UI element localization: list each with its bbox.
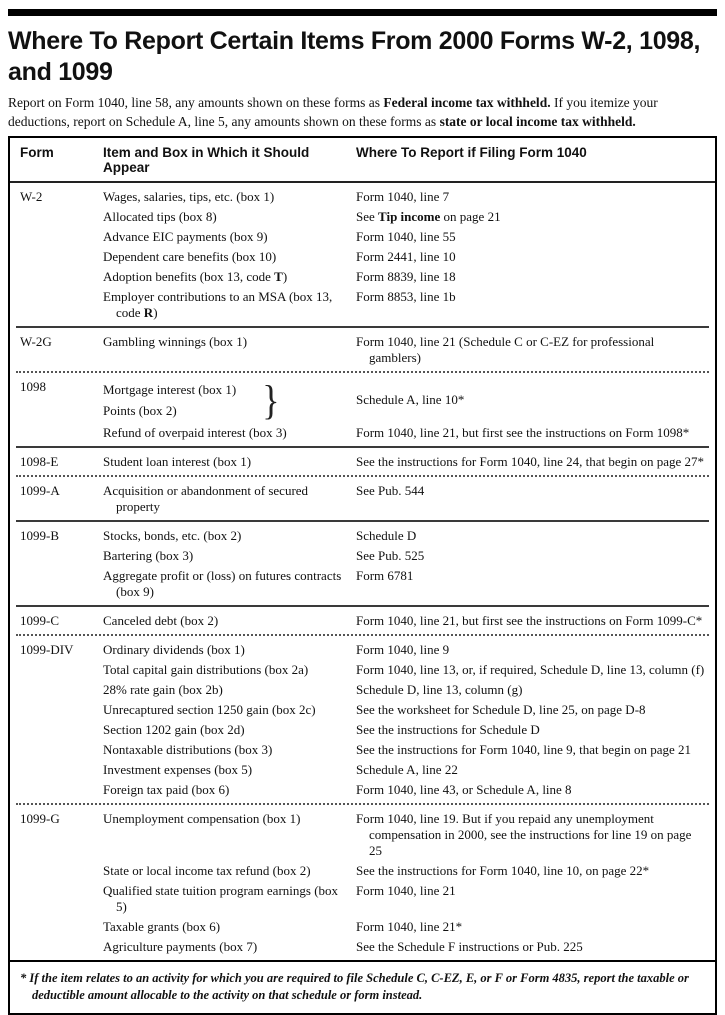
item-text: Allocated tips (box 8) (103, 209, 217, 225)
item-cell (103, 289, 356, 321)
table-row (20, 528, 705, 544)
table-body (10, 183, 715, 960)
item-text: Points (box 2) (103, 403, 177, 419)
where-text: Form 1040, line 19. But if you repaid any unemployment compensation in 2000, see the instructions for line 19 on page 25 (356, 811, 692, 859)
where-cell (356, 379, 705, 421)
where-text: Schedule D (356, 528, 417, 544)
column-header-item: Item and Box in Which it Should Appear (103, 145, 310, 176)
item-cell (103, 939, 356, 955)
where-text: Form 1040, line 21 (Schedule C or C-EZ for professional gamblers) (356, 334, 655, 366)
where-text: Form 2441, line 10 (356, 249, 456, 265)
item-cell (103, 722, 356, 738)
item-text: State or local income tax refund (box 2) (103, 863, 311, 879)
item-cell (103, 483, 356, 515)
table-row (20, 613, 705, 629)
form-label (20, 702, 103, 718)
where-text: Form 1040, line 21 (356, 883, 456, 899)
where-cell (356, 334, 705, 366)
item-cell (103, 782, 356, 798)
where-cell (356, 568, 705, 600)
where-cell (356, 189, 705, 205)
table-row (20, 742, 705, 758)
item-text: Canceled debt (box 2) (103, 613, 219, 629)
form-label (20, 548, 103, 564)
where-cell (356, 863, 705, 879)
form-section-w-2 (10, 183, 715, 326)
table-row (20, 425, 705, 441)
table-row (20, 229, 705, 245)
where-text: Form 1040, line 7 (356, 189, 450, 205)
footnote-text: * If the item relates to an activity for which you are required to file Schedule C, C-EZ, E, or F or Form 4835, report the taxable or deductible amount allocable to the activity on that schedule or form instead. (20, 971, 689, 1003)
table-row (20, 702, 705, 718)
form-label (20, 883, 103, 915)
form-label: 1098 (20, 379, 46, 395)
where-cell (356, 742, 705, 758)
where-text: See the instructions for Form 1040, line 9, that begin on page 21 (356, 742, 692, 758)
where-cell (356, 613, 705, 629)
where-text: Form 8853, line 1b (356, 289, 456, 305)
item-text: Investment expenses (box 5) (103, 762, 253, 778)
form-label: W-2 (20, 189, 43, 205)
form-label (20, 722, 103, 738)
where-text: See Tip income on page 21 (356, 209, 501, 225)
where-cell (356, 762, 705, 778)
item-text: Qualified state tuition program earnings (box 5) (103, 883, 339, 915)
group-items (103, 379, 236, 421)
item-text: Stocks, bonds, etc. (box 2) (103, 528, 242, 544)
where-cell (356, 454, 705, 470)
item-text: Student loan interest (box 1) (103, 454, 252, 470)
form-label (20, 662, 103, 678)
where-cell (356, 249, 705, 265)
where-cell (356, 939, 705, 955)
where-text: Form 1040, line 13, or, if required, Schedule D, line 13, column (f) (356, 662, 705, 678)
item-cell (103, 249, 356, 265)
form-label (20, 782, 103, 798)
item-cell (103, 811, 356, 859)
where-cell (356, 782, 705, 798)
where-text: See the instructions for Form 1040, line 24, that begin on page 27* (356, 454, 705, 470)
table-row (20, 249, 705, 265)
braced-item-group (103, 377, 342, 424)
where-cell (356, 289, 705, 321)
form-label (20, 568, 103, 600)
where-text: Form 1040, line 9 (356, 642, 450, 658)
intro-paragraph: Report on Form 1040, line 58, any amounts shown on these forms as Federal income tax withheld. If you itemize your deductions, report on Schedule A, line 5, any amounts shown on these forms as state or local income tax withheld. (8, 95, 658, 129)
where-text: Schedule A, line 22 (356, 762, 458, 778)
item-text: Wages, salaries, tips, etc. (box 1) (103, 189, 275, 205)
where-cell (356, 682, 705, 698)
table-row (20, 863, 705, 879)
table-row (20, 483, 705, 515)
item-text: Bartering (box 3) (103, 548, 194, 564)
item-cell (103, 377, 356, 424)
where-cell (356, 722, 705, 738)
form-section-1099-b (10, 522, 715, 605)
where-cell (356, 269, 705, 285)
item-text: Foreign tax paid (box 6) (103, 782, 230, 798)
item-text: Dependent care benefits (box 10) (103, 249, 277, 265)
item-cell (103, 742, 356, 758)
item-text: Advance EIC payments (box 9) (103, 229, 268, 245)
where-text: See Pub. 544 (356, 483, 425, 499)
table-row (20, 209, 705, 225)
table-row (20, 189, 705, 205)
form-label (20, 229, 103, 245)
form-label: 1099-G (20, 811, 60, 827)
item-text: Unrecaptured section 1250 gain (box 2c) (103, 702, 316, 718)
item-cell (103, 334, 356, 366)
item-text: Adoption benefits (box 13, code T) (103, 269, 288, 285)
where-text: See the worksheet for Schedule D, line 25, on page D-8 (356, 702, 646, 718)
item-cell (103, 425, 356, 441)
where-text: Form 1040, line 43, or Schedule A, line 8 (356, 782, 572, 798)
item-text: Acquisition or abandonment of secured property (103, 483, 309, 515)
form-label: 1099-A (20, 483, 60, 499)
table-row (20, 289, 705, 321)
table-row (20, 762, 705, 778)
where-text: See the instructions for Form 1040, line 10, on page 22* (356, 863, 650, 879)
item-text: Taxable grants (box 6) (103, 919, 221, 935)
item-cell (103, 883, 356, 915)
table-row (20, 811, 705, 859)
table-row (20, 722, 705, 738)
item-cell (103, 269, 356, 285)
form-label: 1098-E (20, 454, 59, 470)
item-cell (103, 528, 356, 544)
form-label (20, 742, 103, 758)
form-label (20, 249, 103, 265)
where-cell (356, 811, 705, 859)
item-text: Section 1202 gain (box 2d) (103, 722, 245, 738)
form-label (20, 209, 103, 225)
where-cell (356, 425, 705, 441)
where-text: Form 1040, line 21, but first see the instructions on Form 1098* (356, 425, 690, 441)
form-section-1099-div (10, 636, 715, 803)
table-row (20, 269, 705, 285)
item-cell (103, 189, 356, 205)
form-section-1099-c (10, 607, 715, 634)
item-text: Agriculture payments (box 7) (103, 939, 258, 955)
where-cell (356, 528, 705, 544)
form-section-1099-g (10, 805, 715, 960)
item-cell (103, 209, 356, 225)
where-cell (356, 642, 705, 658)
where-cell (356, 702, 705, 718)
item-cell (103, 762, 356, 778)
item-cell (103, 702, 356, 718)
form-label (20, 762, 103, 778)
table-row (20, 682, 705, 698)
item-text: Gambling winnings (box 1) (103, 334, 248, 350)
where-cell (356, 483, 705, 515)
where-text: Form 8839, line 18 (356, 269, 456, 285)
table-footnote (10, 960, 715, 1013)
where-text: See the Schedule F instructions or Pub. 225 (356, 939, 583, 955)
where-text: Schedule D, line 13, column (g) (356, 682, 523, 698)
where-cell (356, 548, 705, 564)
table-row (20, 454, 705, 470)
table-row (20, 568, 705, 600)
report-table (8, 136, 717, 1015)
item-text: Refund of overpaid interest (box 3) (103, 425, 287, 441)
form-section-1098 (10, 373, 715, 446)
form-label: 1099-B (20, 528, 59, 544)
column-header-form: Form (20, 145, 54, 161)
where-cell (356, 209, 705, 225)
where-text: Schedule A, line 10* (356, 392, 465, 408)
where-cell (356, 229, 705, 245)
table-header-row (10, 138, 715, 183)
form-label: 1099-DIV (20, 642, 74, 658)
where-text: Form 1040, line 21* (356, 919, 463, 935)
column-header-where: Where To Report if Filing Form 1040 (356, 145, 587, 161)
item-text: Mortgage interest (box 1) (103, 382, 237, 398)
item-text: 28% rate gain (box 2b) (103, 682, 223, 698)
item-cell (103, 548, 356, 564)
form-section-1098-e (10, 448, 715, 475)
item-cell (103, 863, 356, 879)
table-row (20, 782, 705, 798)
form-label (20, 939, 103, 955)
where-cell (356, 662, 705, 678)
form-label: W-2G (20, 334, 52, 350)
item-text: Employer contributions to an MSA (box 13, code R) (103, 289, 333, 321)
item-cell (103, 613, 356, 629)
form-label (20, 425, 103, 441)
where-text: See the instructions for Schedule D (356, 722, 540, 738)
form-section-w-2g (10, 328, 715, 371)
where-text: Form 6781 (356, 568, 414, 584)
item-cell (103, 642, 356, 658)
item-text: Aggregate profit or (loss) on futures contracts (box 9) (103, 568, 342, 600)
where-cell (356, 883, 705, 915)
brace-glyph: } (262, 377, 280, 424)
table-row (20, 883, 705, 915)
table-row (20, 662, 705, 678)
table-row (20, 642, 705, 658)
item-text: Total capital gain distributions (box 2a) (103, 662, 309, 678)
form-label (20, 289, 103, 321)
table-row (20, 939, 705, 955)
item-cell (103, 568, 356, 600)
form-label (20, 269, 103, 285)
table-row (20, 377, 705, 424)
item-text: Nontaxable distributions (box 3) (103, 742, 273, 758)
item-cell (103, 454, 356, 470)
item-text: Ordinary dividends (box 1) (103, 642, 245, 658)
form-section-1099-a (10, 477, 715, 520)
table-row (20, 548, 705, 564)
top-rule (8, 9, 717, 16)
form-label (20, 682, 103, 698)
item-cell (103, 682, 356, 698)
item-cell (103, 229, 356, 245)
where-text: Form 1040, line 55 (356, 229, 456, 245)
form-label (20, 863, 103, 879)
item-cell (103, 662, 356, 678)
table-row (20, 334, 705, 366)
item-text: Unemployment compensation (box 1) (103, 811, 301, 827)
where-text: See Pub. 525 (356, 548, 425, 564)
page-title: Where To Report Certain Items From 2000 Forms W-2, 1098, and 1099 (8, 27, 701, 86)
where-text: Form 1040, line 21, but first see the instructions on Form 1099-C* (356, 613, 703, 629)
form-label: 1099-C (20, 613, 59, 629)
